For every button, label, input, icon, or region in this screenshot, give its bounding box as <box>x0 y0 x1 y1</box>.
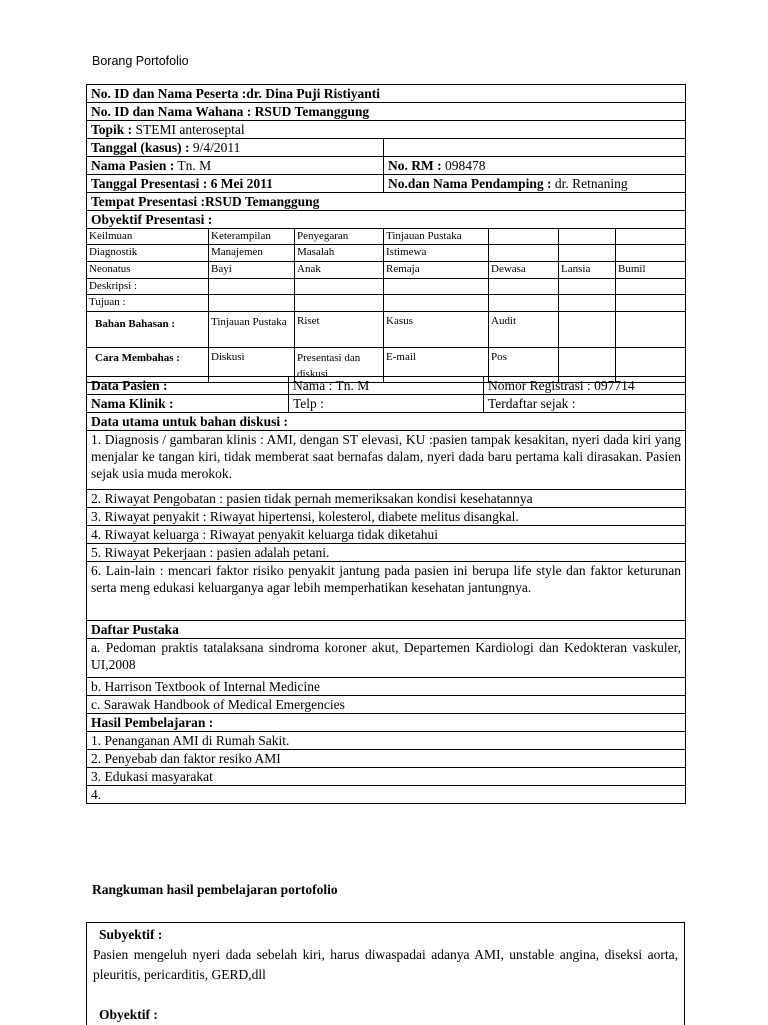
obyektif-cell: Bumil <box>616 262 686 279</box>
data-utama-item: 5. Riwayat Pekerjaan : pasien adalah petani. <box>87 544 686 562</box>
data-utama-label: Data utama untuk bahan diskusi : <box>87 413 686 431</box>
obyektif-cell: Istimewa <box>384 245 489 262</box>
nama-klinik-terdaftar: Terdaftar sejak : <box>484 395 686 413</box>
hasil-item: 3. Edukasi masyarakat <box>87 768 686 786</box>
nama-pasien-cell: Nama Pasien : Tn. M <box>87 157 384 175</box>
nama-klinik-telp: Telp : <box>289 395 484 413</box>
hasil-item: 2. Penyebab dan faktor resiko AMI <box>87 750 686 768</box>
obyektif-cell <box>559 245 616 262</box>
obyektif-cell: Keterampilan <box>209 229 295 245</box>
tempat-presentasi-row: Tempat Presentasi :RSUD Temanggung <box>87 193 686 211</box>
data-utama-item: 2. Riwayat Pengobatan : pasien tidak pernah memeriksakan kondisi kesehatannya <box>87 490 686 508</box>
obyektif-presentasi-label: Obyektif Presentasi : <box>87 211 686 229</box>
cara-membahas-option: Pos <box>489 348 559 383</box>
obyektif-cell <box>559 229 616 245</box>
empty-cell <box>384 139 686 157</box>
obyektif-cell: Bayi <box>209 262 295 279</box>
obyektif-cell: Lansia <box>559 262 616 279</box>
obyektif-cell: Masalah <box>295 245 384 262</box>
obyektif-cell: Tinjauan Pustaka <box>384 229 489 245</box>
cara-membahas-option: Presentasi dan diskusi <box>295 348 384 383</box>
bahan-bahasan-label: Bahan Bahasan : <box>87 312 209 348</box>
obyektif-label: Obyektif : <box>93 1003 678 1025</box>
tanggal-kasus-cell: Tanggal (kasus) : 9/4/2011 <box>87 139 384 157</box>
page-title: Borang Portofolio <box>92 54 189 68</box>
obyektif-cell: Penyegaran <box>295 229 384 245</box>
obyektif-cell: Manajemen <box>209 245 295 262</box>
obyektif-cell: Anak <box>295 262 384 279</box>
data-utama-item: 3. Riwayat penyakit : Riwayat hipertensi, kolesterol, diabete melitus disangkal. <box>87 508 686 526</box>
bahan-bahasan-option: Kasus <box>384 312 489 348</box>
tanggal-presentasi-cell: Tanggal Presentasi : 6 Mei 2011 <box>87 175 384 193</box>
obyektif-cell: Keilmuan <box>87 229 209 245</box>
daftar-pustaka-label: Daftar Pustaka <box>87 621 686 639</box>
cara-membahas-label: Cara Membahas : <box>87 348 209 383</box>
no-rm-cell: No. RM : 098478 <box>384 157 686 175</box>
obyektif-cell: Dewasa <box>489 262 559 279</box>
obyektif-cell: Neonatus <box>87 262 209 279</box>
daftar-pustaka-item: c. Sarawak Handbook of Medical Emergencies <box>87 696 686 714</box>
tujuan-label: Tujuan : <box>87 295 209 312</box>
summary-cell <box>87 923 685 1025</box>
hasil-item: 1. Penanganan AMI di Rumah Sakit. <box>87 732 686 750</box>
peserta-row: No. ID dan Nama Peserta :dr. Dina Puji Ristiyanti <box>87 85 686 103</box>
summary-table <box>86 922 685 1025</box>
data-pasien-registrasi: Nomor Registrasi : 097714 <box>484 377 686 395</box>
summary-title: Rangkuman hasil pembelajaran portofolio <box>92 882 338 898</box>
data-utama-item: 4. Riwayat keluarga : Riwayat penyakit keluarga tidak diketahui <box>87 526 686 544</box>
deskripsi-label: Deskripsi : <box>87 279 209 295</box>
hasil-item: 4. <box>87 786 686 804</box>
obyektif-cell: Remaja <box>384 262 489 279</box>
data-pasien-nama: Nama : Tn. M <box>289 377 484 395</box>
data-pasien-label: Data Pasien : <box>87 377 289 395</box>
portfolio-form-table <box>86 84 686 383</box>
bahan-bahasan-option: Tinjauan Pustaka <box>209 312 295 348</box>
daftar-pustaka-item: a. Pedoman praktis tatalaksana sindroma koroner akut, Departemen Kardiologi dan Kedokteran vaskuler, UI,2008 <box>87 639 686 678</box>
topik-row: Topik : STEMI anteroseptal <box>87 121 686 139</box>
subyektif-label: Subyektif : <box>93 923 678 945</box>
bahan-bahasan-option: Audit <box>489 312 559 348</box>
obyektif-cell: Diagnostik <box>87 245 209 262</box>
data-utama-item: 6. Lain-lain : mencari faktor risiko penyakit jantung pada pasien ini berupa life style dan faktor keturunan serta meng edukasi keluarganya agar lebih memperhatikan kesehatan jantungnya. <box>87 562 686 621</box>
obyektif-cell <box>489 229 559 245</box>
nama-klinik-label: Nama Klinik : <box>87 395 289 413</box>
wahana-row: No. ID dan Nama Wahana : RSUD Temanggung <box>87 103 686 121</box>
obyektif-cell <box>616 229 686 245</box>
subyektif-text: Pasien mengeluh nyeri dada sebelah kiri, harus diwaspadai adanya AMI, unstable angina, diseksi aorta, pleuritis, pericarditis, GERD,dll <box>93 945 678 985</box>
pendamping-cell: No.dan Nama Pendamping : dr. Retnaning <box>384 175 686 193</box>
hasil-pembelajaran-label: Hasil Pembelajaran : <box>87 714 686 732</box>
bahan-bahasan-option: Riset <box>295 312 384 348</box>
daftar-pustaka-item: b. Harrison Textbook of Internal Medicine <box>87 678 686 696</box>
cara-membahas-option: E-mail <box>384 348 489 383</box>
patient-data-table <box>86 376 686 804</box>
obyektif-cell <box>616 245 686 262</box>
cara-membahas-option: Diskusi <box>209 348 295 383</box>
data-utama-item: 1. Diagnosis / gambaran klinis : AMI, dengan ST elevasi, KU :pasien tampak kesakitan, nyeri dada kiri yang menjalar ke tangan kiri, tidak memberat saat bernafas dalam, nyeri dada baru pertama kali dirasakan. Pasien sejak usia muda merokok. <box>87 431 686 490</box>
obyektif-cell <box>489 245 559 262</box>
